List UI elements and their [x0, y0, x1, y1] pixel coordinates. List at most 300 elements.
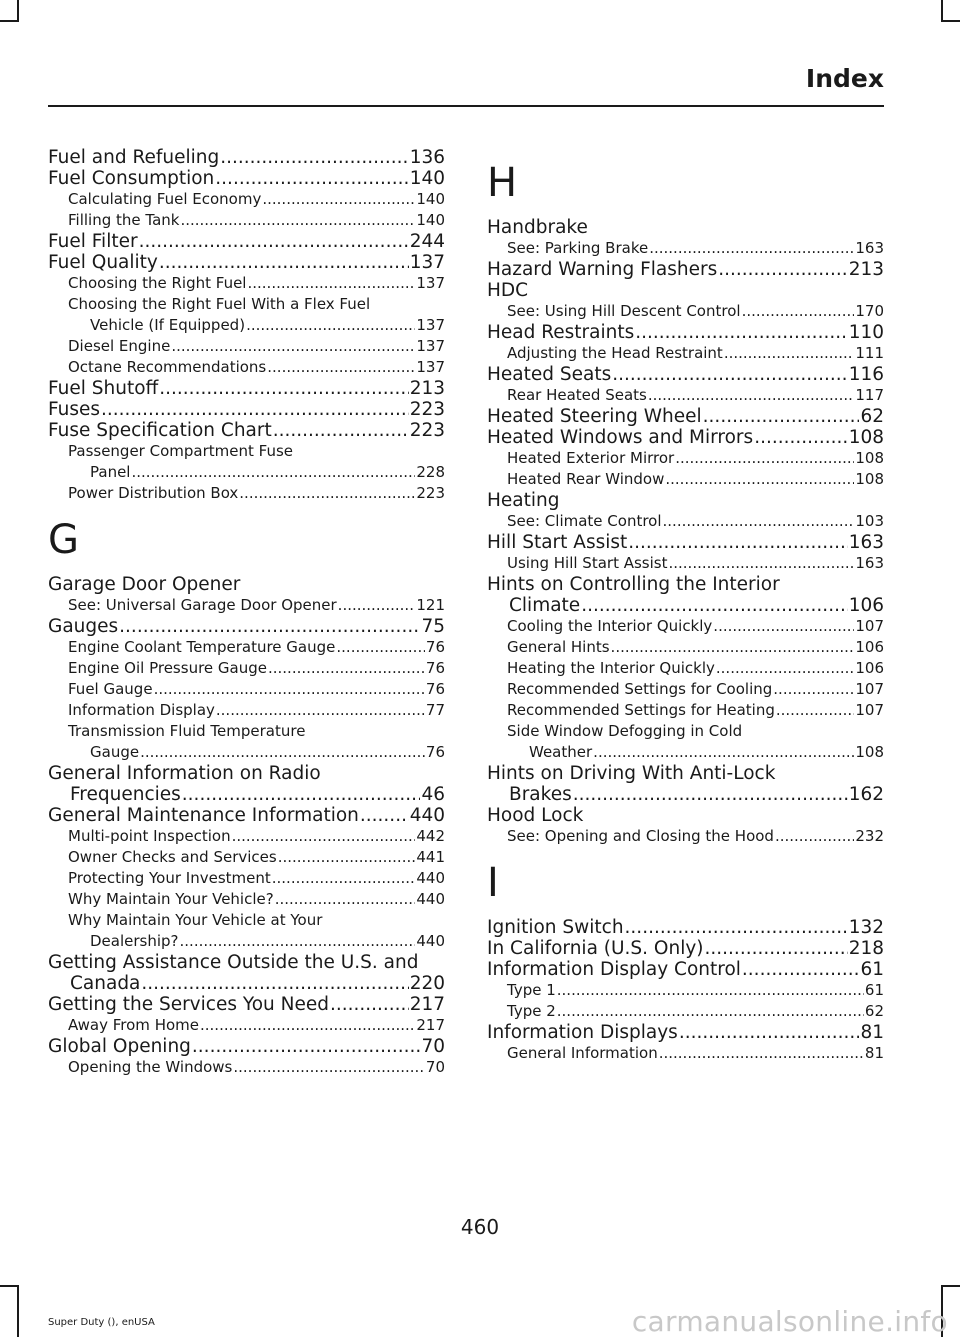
- entry-page-number: 62: [864, 1002, 884, 1020]
- dot-leader: [180, 210, 415, 231]
- index-entry: [487, 574, 884, 616]
- index-entry-row: [507, 238, 884, 259]
- dot-leader: [180, 931, 416, 952]
- entry-page-number: 106: [855, 659, 884, 677]
- dot-leader: [336, 637, 425, 658]
- entry-page-number: 140: [416, 211, 445, 229]
- index-entry-row: [507, 826, 884, 847]
- index-entry-row: [48, 616, 445, 637]
- dot-leader: [705, 938, 848, 959]
- dot-leader: [101, 399, 409, 420]
- entry-page-number: 244: [409, 231, 445, 252]
- index-entry-row: [68, 637, 445, 658]
- index-entry-row: [68, 210, 445, 231]
- entry-page-number: 440: [409, 805, 445, 826]
- entry-page-number: 110: [848, 322, 884, 343]
- index-subentry: [487, 238, 884, 259]
- index-entry-row: [487, 364, 884, 385]
- entry-page-number: 132: [848, 917, 884, 938]
- entry-text: General Information on Radio: [48, 763, 321, 784]
- dot-leader: [679, 1022, 860, 1043]
- entry-text: Why Maintain Your Vehicle at Your: [68, 911, 323, 929]
- dot-leader: [239, 483, 415, 504]
- section-letter: H: [487, 160, 518, 206]
- index-subentry: [48, 595, 445, 616]
- entry-text: See: Opening and Closing the Hood: [507, 827, 774, 845]
- index-entry-row: [487, 259, 884, 280]
- index-entry: [48, 805, 445, 826]
- dot-leader: [131, 462, 415, 483]
- entry-text: Owner Checks and Services: [68, 848, 277, 866]
- entry-page-number: 111: [855, 344, 884, 362]
- index-entry-row: [48, 231, 445, 252]
- dot-leader: [773, 679, 854, 700]
- section-letter: I: [487, 860, 499, 906]
- entry-text: Octane Recommendations: [68, 358, 267, 376]
- index-entry-row: [487, 938, 884, 959]
- index-entry: [487, 427, 884, 448]
- index-subentry: [487, 448, 884, 469]
- index-subentry: [487, 980, 884, 1001]
- dot-leader: [233, 1057, 425, 1078]
- dot-leader: [742, 301, 855, 322]
- index-subentry: [48, 273, 445, 294]
- entry-page-number: 137: [416, 274, 445, 292]
- entry-page-number: 61: [864, 981, 884, 999]
- entry-text: Choosing the Right Fuel With a Flex Fuel: [68, 295, 371, 313]
- dot-leader: [675, 448, 854, 469]
- index-entry-row: [68, 595, 445, 616]
- entry-text: Hints on Controlling the Interior: [487, 574, 780, 595]
- page-title: Index: [805, 64, 884, 93]
- entry-page-number: 440: [416, 869, 445, 887]
- dot-leader: [724, 343, 855, 364]
- index-entry-row: [507, 511, 884, 532]
- index-entry: [48, 147, 445, 168]
- entry-page-number: 137: [409, 252, 445, 273]
- dot-leader: [140, 742, 425, 763]
- entry-page-number: 217: [416, 1016, 445, 1034]
- index-entry: [487, 364, 884, 385]
- entry-text: Using Hill Start Assist: [507, 554, 668, 572]
- dot-leader: [200, 1015, 415, 1036]
- entry-text: Hints on Driving With Anti-Lock: [487, 763, 776, 784]
- entry-page-number: 137: [416, 316, 445, 334]
- index-entry: [48, 399, 445, 420]
- dot-leader: [246, 315, 415, 336]
- index-entry: [487, 322, 884, 343]
- entry-page-number: 107: [855, 701, 884, 719]
- index-entry-row: [48, 994, 445, 1015]
- index-entry-row: [48, 378, 445, 399]
- index-subentry: [48, 826, 445, 847]
- index-entry-row: [68, 847, 445, 868]
- entry-text: Information Display Control: [487, 959, 741, 980]
- dot-leader: [159, 378, 408, 399]
- index-entry-row: [48, 399, 445, 420]
- dot-leader: [262, 189, 415, 210]
- index-subentry: [48, 1057, 445, 1078]
- index-entry-row: [68, 189, 445, 210]
- entry-text: Heated Windows and Mirrors: [487, 427, 754, 448]
- entry-page-number: 218: [848, 938, 884, 959]
- entry-page-number: 223: [416, 484, 445, 502]
- entry-text: Gauge: [90, 743, 140, 761]
- entry-page-number: 103: [855, 512, 884, 530]
- entry-page-number: 77: [425, 701, 445, 719]
- dot-leader: [275, 889, 416, 910]
- index-entry-continuation: [48, 973, 445, 994]
- index-entry-continuation: [68, 931, 445, 952]
- dot-leader: [611, 637, 855, 658]
- index-subentry: [48, 721, 445, 763]
- index-entry: [487, 1022, 884, 1043]
- index-subentry: [48, 658, 445, 679]
- index-entry: [48, 420, 445, 441]
- index-entry-row: [507, 679, 884, 700]
- entry-text: Fuel Shutoff: [48, 378, 159, 399]
- index-subentry: [48, 210, 445, 231]
- entry-text: Protecting Your Investment: [68, 869, 271, 887]
- watermark: carmanualsonline.info: [631, 1305, 948, 1338]
- entry-page-number: 76: [425, 638, 445, 656]
- footer-text: Super Duty (), enUSA: [48, 1317, 155, 1328]
- entry-page-number: 61: [860, 959, 884, 980]
- entry-text: Cooling the Interior Quickly: [507, 617, 713, 635]
- dot-leader: [268, 658, 425, 679]
- index-subentry: [48, 483, 445, 504]
- index-subentry: [487, 301, 884, 322]
- page-number: 460: [460, 1215, 500, 1239]
- dot-leader: [267, 357, 415, 378]
- entry-page-number: 217: [409, 994, 445, 1015]
- index-column-right: [487, 147, 884, 1064]
- entry-text: See: Universal Garage Door Opener: [68, 596, 337, 614]
- dot-leader: [220, 147, 408, 168]
- entry-page-number: 441: [416, 848, 445, 866]
- index-entry-row: [487, 917, 884, 938]
- index-entry-heading: Heating: [487, 490, 560, 511]
- dot-leader: [648, 385, 855, 406]
- dot-leader: [278, 847, 416, 868]
- index-entry-continuation: [507, 742, 884, 763]
- index-entry-continuation: [68, 742, 445, 763]
- entry-page-number: 76: [425, 743, 445, 761]
- entry-text: Fuel Quality: [48, 252, 158, 273]
- entry-text: Information Display: [68, 701, 215, 719]
- dot-leader: [272, 868, 416, 889]
- entry-text: Canada: [70, 973, 141, 994]
- entry-text: Head Restraints: [487, 322, 635, 343]
- entry-page-number: 140: [409, 168, 445, 189]
- index-entry-row: [487, 322, 884, 343]
- entry-page-number: 170: [855, 302, 884, 320]
- index-entry: [487, 938, 884, 959]
- index-entry-heading: Handbrake: [487, 217, 588, 238]
- index-entry-row: [48, 168, 445, 189]
- index-entry-row: [507, 385, 884, 406]
- dot-leader: [581, 595, 847, 616]
- index-entry: [48, 252, 445, 273]
- index-entry-row: [68, 336, 445, 357]
- entry-page-number: 81: [864, 1044, 884, 1062]
- dot-leader: [338, 595, 416, 616]
- index-entry-continuation: [68, 462, 445, 483]
- index-entry-row: [48, 420, 445, 441]
- index-subentry: [48, 868, 445, 889]
- entry-text: Rear Heated Seats: [507, 386, 647, 404]
- entry-text: Ignition Switch: [487, 917, 624, 938]
- title-rule: [48, 105, 884, 107]
- entry-text: Heated Exterior Mirror: [507, 449, 675, 467]
- entry-text: Recommended Settings for Cooling: [507, 680, 773, 698]
- entry-text: Global Opening: [48, 1036, 191, 1057]
- entry-text: Frequencies: [70, 784, 181, 805]
- dot-leader: [141, 973, 408, 994]
- entry-text: See: Using Hill Descent Control: [507, 302, 741, 320]
- dot-leader: [360, 805, 409, 826]
- dot-leader: [775, 826, 854, 847]
- entry-text: Multi-point Inspection: [68, 827, 231, 845]
- entry-page-number: 440: [416, 932, 445, 950]
- entry-text: Getting Assistance Outside the U.S. and: [48, 952, 419, 973]
- entry-page-number: 137: [416, 358, 445, 376]
- index-entry-row: [487, 1022, 884, 1043]
- entry-page-number: 213: [409, 378, 445, 399]
- index-entry-row: [68, 273, 445, 294]
- index-entry-row: [487, 427, 884, 448]
- index-subentry: [48, 1015, 445, 1036]
- dot-leader: [612, 364, 847, 385]
- entry-text: Gauges: [48, 616, 119, 637]
- dot-leader: [119, 616, 420, 637]
- dot-leader: [216, 700, 425, 721]
- index-entry: [48, 231, 445, 252]
- entry-text: Getting the Services You Need: [48, 994, 329, 1015]
- index-subentry: [487, 385, 884, 406]
- entry-page-number: 232: [855, 827, 884, 845]
- dot-leader: [665, 469, 854, 490]
- entry-text: Passenger Compartment Fuse: [68, 442, 293, 460]
- entry-page-number: 117: [855, 386, 884, 404]
- index-subentry: [48, 294, 445, 336]
- index-subentry: [487, 616, 884, 637]
- index-entry-row: [507, 448, 884, 469]
- entry-text: Why Maintain Your Vehicle?: [68, 890, 274, 908]
- entry-page-number: 223: [409, 420, 445, 441]
- entry-text: Filling the Tank: [68, 211, 180, 229]
- index-subentry: [48, 679, 445, 700]
- entry-text: Type 2: [507, 1002, 556, 1020]
- index-entry: [487, 917, 884, 938]
- dot-leader: [625, 917, 848, 938]
- index-entry-row: [68, 868, 445, 889]
- entry-page-number: 440: [416, 890, 445, 908]
- index-subentry: [487, 826, 884, 847]
- entry-page-number: 70: [421, 1036, 445, 1057]
- index-entry-row: [487, 959, 884, 980]
- dot-leader: [776, 700, 854, 721]
- dot-leader: [663, 511, 855, 532]
- entry-text: Dealership?: [90, 932, 179, 950]
- index-subentry: [48, 189, 445, 210]
- entry-text: Heated Steering Wheel: [487, 406, 702, 427]
- entry-page-number: 81: [860, 1022, 884, 1043]
- entry-text: Information Displays: [487, 1022, 678, 1043]
- crop-mark: [17, 1285, 19, 1337]
- dot-leader: [171, 336, 415, 357]
- index-entry-row: [68, 357, 445, 378]
- entry-text: Engine Coolant Temperature Gauge: [68, 638, 336, 656]
- index-subentry: [487, 700, 884, 721]
- index-entry: [487, 959, 884, 980]
- entry-page-number: 121: [416, 596, 445, 614]
- index-subentry: [48, 847, 445, 868]
- entry-text: Weather: [529, 743, 593, 761]
- entry-page-number: 70: [425, 1058, 445, 1076]
- entry-text: Diesel Engine: [68, 337, 171, 355]
- entry-text: Hill Start Assist: [487, 532, 628, 553]
- index-subentry: [487, 343, 884, 364]
- index-entry-row: [68, 1015, 445, 1036]
- entry-page-number: 107: [855, 680, 884, 698]
- index-entry-row: [507, 616, 884, 637]
- dot-leader: [273, 420, 409, 441]
- entry-text: Heated Seats: [487, 364, 612, 385]
- entry-text: In California (U.S. Only): [487, 938, 704, 959]
- entry-text: Heated Rear Window: [507, 470, 665, 488]
- entry-page-number: 108: [855, 470, 884, 488]
- entry-page-number: 108: [855, 449, 884, 467]
- entry-text: Side Window Defogging in Cold: [507, 722, 743, 740]
- index-entry-continuation: [68, 315, 445, 336]
- dot-leader: [159, 252, 409, 273]
- index-subentry: [487, 1043, 884, 1064]
- entry-text: Fuel Consumption: [48, 168, 215, 189]
- index-entry: [48, 168, 445, 189]
- entry-page-number: 106: [848, 595, 884, 616]
- entry-page-number: 76: [425, 659, 445, 677]
- index-subentry: [487, 679, 884, 700]
- dot-leader: [718, 259, 847, 280]
- dot-leader: [557, 980, 864, 1001]
- entry-page-number: 75: [421, 616, 445, 637]
- entry-text: Recommended Settings for Heating: [507, 701, 775, 719]
- index-entry-row: [48, 252, 445, 273]
- index-entry-row: [487, 532, 884, 553]
- entry-text: Engine Oil Pressure Gauge: [68, 659, 267, 677]
- crop-mark: [0, 20, 19, 22]
- dot-leader: [703, 406, 860, 427]
- entry-page-number: 46: [421, 784, 445, 805]
- index-entry: [48, 952, 445, 994]
- index-subentry: [48, 889, 445, 910]
- index-entry: [487, 763, 884, 805]
- index-subentry: [487, 637, 884, 658]
- entry-text: Fuel Gauge: [68, 680, 153, 698]
- index-column-left: [48, 147, 445, 1078]
- crop-mark: [17, 0, 19, 22]
- entry-text: Transmission Fluid Temperature: [68, 722, 306, 740]
- entry-page-number: 223: [409, 399, 445, 420]
- index-entry-row: [487, 406, 884, 427]
- index-entry-row: [507, 301, 884, 322]
- index-entry: [48, 616, 445, 637]
- index-subentry: [48, 910, 445, 952]
- index-entry-heading: Hood Lock: [487, 805, 584, 826]
- index-subentry: [487, 658, 884, 679]
- dot-leader: [668, 553, 854, 574]
- index-entry: [48, 763, 445, 805]
- entry-page-number: 76: [425, 680, 445, 698]
- index-entry-row: [507, 553, 884, 574]
- entry-text: Fuses: [48, 399, 101, 420]
- index-entry-row: [507, 469, 884, 490]
- dot-leader: [659, 1043, 864, 1064]
- index-entry-row: [68, 826, 445, 847]
- dot-leader: [716, 658, 854, 679]
- dot-leader: [713, 616, 854, 637]
- dot-leader: [330, 994, 409, 1015]
- index-entry-row: [48, 805, 445, 826]
- index-entry-row: [68, 889, 445, 910]
- index-subentry: [48, 637, 445, 658]
- dot-leader: [192, 1036, 421, 1057]
- entry-page-number: 163: [855, 554, 884, 572]
- entry-page-number: 140: [416, 190, 445, 208]
- entry-page-number: 136: [409, 147, 445, 168]
- entry-page-number: 213: [848, 259, 884, 280]
- entry-text: Away From Home: [68, 1016, 199, 1034]
- dot-leader: [742, 959, 860, 980]
- entry-page-number: 162: [848, 784, 884, 805]
- index-entry-row: [507, 1043, 884, 1064]
- index-entry-row: [507, 1001, 884, 1022]
- index-entry: [48, 1036, 445, 1057]
- index-entry-row: [68, 658, 445, 679]
- dot-leader: [139, 231, 409, 252]
- index-entry: [48, 378, 445, 399]
- dot-leader: [232, 826, 416, 847]
- entry-page-number: 107: [855, 617, 884, 635]
- index-subentry: [487, 469, 884, 490]
- entry-text: Fuel and Refueling: [48, 147, 220, 168]
- entry-text: Fuel Filter: [48, 231, 138, 252]
- dot-leader: [154, 679, 425, 700]
- entry-page-number: 163: [855, 239, 884, 257]
- crop-mark: [941, 20, 960, 22]
- index-entry-row: [507, 980, 884, 1001]
- index-entry-heading: Garage Door Opener: [48, 574, 241, 595]
- entry-text: Choosing the Right Fuel: [68, 274, 247, 292]
- entry-page-number: 116: [848, 364, 884, 385]
- entry-text: Power Distribution Box: [68, 484, 239, 502]
- entry-page-number: 108: [855, 743, 884, 761]
- entry-text: Hazard Warning Flashers: [487, 259, 718, 280]
- entry-text: See: Parking Brake: [507, 239, 649, 257]
- index-entry-row: [68, 700, 445, 721]
- entry-text: Type 1: [507, 981, 556, 999]
- dot-leader: [247, 273, 415, 294]
- index-entry-continuation: [487, 784, 884, 805]
- index-subentry: [48, 700, 445, 721]
- crop-mark: [941, 0, 943, 22]
- entry-text: General Information: [507, 1044, 658, 1062]
- dot-leader: [573, 784, 848, 805]
- index-entry-row: [507, 700, 884, 721]
- dot-leader: [557, 1001, 864, 1022]
- index-subentry: [48, 441, 445, 483]
